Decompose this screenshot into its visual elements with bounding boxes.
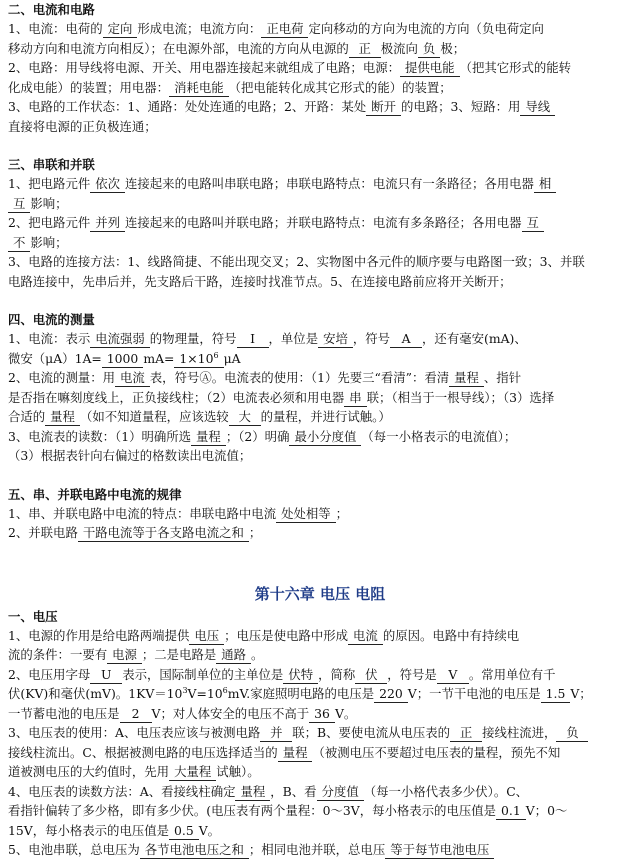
section-title-voltage: 一、电压 [8,608,58,624]
paragraph: 流的条件：一要有 电源 ；二是电路是 通路 。 [8,647,264,662]
paragraph: 2、电压用字母 U 表示，国际制单位的主单位是 伏特 ，简称 伏 ，符号是 V 。常用单位有千 [8,666,556,682]
paragraph: 化成电能）的装置；用电器： 消耗电能 （把电能转化成其它形式的能）的装置； [8,79,452,95]
paragraph: 1、串、并联电路中电流的特点：串联电路中电流 处处相等 ； [8,505,349,521]
paragraph: 直接将电源的正负极连通； [8,118,157,134]
paragraph: 2、电流的测量：用 电流 表，符号Ⓐ。电流表的使用：（1）先要三“看清”：看清 量程 、指针 [8,370,522,385]
paragraph: 电路连接中，先串后并，先支路后干路，连接时找准节点。5、在连接电路前应将开关断开； [8,273,512,289]
paragraph: 合适的 量程 （如不知道量程，应该选较 大 的量程，并进行试触。） [8,409,391,424]
paragraph: 1、电流：表示 电流强弱 的物理量，符号 I ，单位是 安培 ，符号 A ，还有毫安(mA)、 [8,331,527,346]
paragraph: （3）根据表针向右偏过的格数读出电流值； [8,448,252,463]
paragraph: 1、电源的作用是给电路两端提供 电压 ；电压是使电路中形成 电流 的原因。电路中有持续电 [8,627,520,643]
paragraph: 1、电流：电荷的 定向 形成电流；电流方向： 正电荷 定向移动的方向为电流的方向（负电荷定向 [8,21,544,36]
paragraph: 微安（μA）1A= 1000 $mA= 1\times 10^6$ μA [8,350,241,366]
paragraph: 1、把电路元件 依次 连接起来的电路叫串联电路；串联电路特点：电流只有一条路径；各用电器 相 [8,174,632,194]
paragraph: 一节蓄电池的电压是 2 V；对人体安全的电压不高于 36 V。 [8,705,357,721]
paragraph: 伏(KV)和毫伏(mV)。$1KV=10^3V=10^6mV$.家庭照明电路的电压是 220 V；一节干电池的电压是 1.5 V； [8,685,592,701]
section-title-current-circuit: 二、电流和电路 [8,2,95,17]
paragraph: 不 影响； [8,233,632,253]
section-title-current-measurement: 四、电流的测量 [8,312,95,327]
paragraph: 2、把电路元件 并列 连接起来的电路叫并联电路；并联电路特点：电流有多条路径；各用电器 互 [8,213,632,233]
paragraph: 接线柱流出。C、根据被测电路的电压选择适当的 量程 （被测电压不要超过电压表的量程，预先不知 [8,744,561,760]
paragraph: 道被测电压的大约值时，先用 大量程 试触）。 [8,764,260,779]
paragraph: 15V，每小格表示的电压值是 0.5 V。 [8,822,221,838]
paragraph: 看指针偏转了多少格，即有多少伏。(电压表有两个量程：0～3V，每小格表示的电压值是 0.1 V；0～ [8,803,568,818]
paragraph: 3、电路的连接方法：1、线路简捷、不能出现交叉；2、实物图中各元件的顺序要与电路图一致；3、并联 [8,254,585,269]
section-title-current-rules: 五、串、并联电路中电流的规律 [8,486,182,502]
paragraph: 移动方向和电流方向相反）；在电源外部，电流的方向从电源的 正 极流向 负 极； [8,40,466,56]
paragraph: 3、电路的工作状态：1、通路：处处连通的电路；2、开路：某处 断开 的电路；3、短路：用 导线 [8,97,632,117]
paragraph: 2、电路：用导线将电源、开关、用电器连接起来就组成了电路；电源： 提供电能 （把其它形式的能转 [8,60,572,75]
paragraph: 4、电压表的读数方法：A、看接线柱确定 量程 ，B、看 分度值 （每一小格代表多少伏）。C、 [8,783,529,799]
paragraph: 3、电压表的使用：A、电压表应该与被测电路 并 联；B、要使电流从电压表的 正 接线柱流进， 负 [8,723,632,743]
paragraph: 5、电池串联，总电压为 各节电池电压之和 ；相同电池并联，总电压 等于每节电池电压 [8,840,632,860]
paragraph: 是否指在嘛刻度线上，正负接线柱；（2）电流表必须和用电器 串 联；（相当于一根导线）；（3）选择 [8,389,555,405]
chapter-title: 第十六章 电压 电阻 [254,584,386,603]
paragraph: 3、电流表的读数：（1）明确所选 量程 ；（2）明确 最小分度值 （每一小格表示的电流值）； [8,428,517,444]
paragraph: 互 影响； [8,194,632,214]
section-title-series-parallel: 三、串联和并联 [8,157,95,172]
paragraph: 2、并联电路 干路电流等于各支路电流之和 ； [8,525,262,540]
